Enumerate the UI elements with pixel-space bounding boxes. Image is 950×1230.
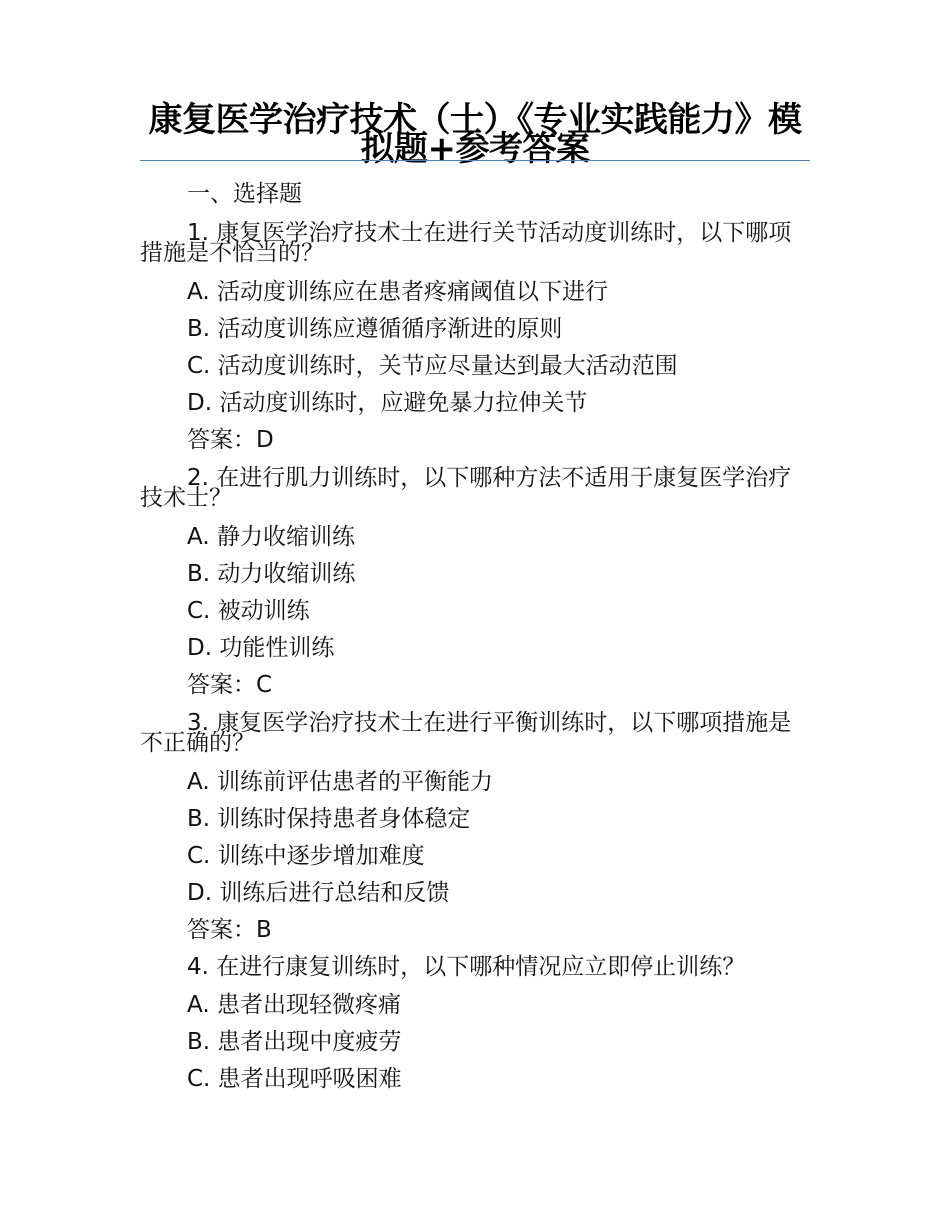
option-d: D. 训练后进行总结和反馈 [187, 880, 450, 906]
section-heading: 一、选择题 [187, 181, 302, 207]
title-underline [140, 160, 810, 161]
option-a: A. 训练前评估患者的平衡能力 [187, 769, 493, 795]
option-c: C. 患者出现呼吸困难 [187, 1066, 402, 1092]
document-title: 康复医学治疗技术（士）《专业实践能力》模拟题+参考答案 [148, 100, 802, 169]
option-b: B. 活动度训练应遵循循序渐进的原则 [187, 316, 563, 342]
option-c: C. 被动训练 [187, 598, 310, 624]
question-stem: 2. 在进行肌力训练时，以下哪种方法不适用于康复医学治疗技术士？ [140, 465, 792, 511]
answer: 答案：D [187, 427, 274, 453]
answer: 答案：C [187, 672, 273, 698]
question-stem: 4. 在进行康复训练时，以下哪种情况应立即停止训练？ [187, 954, 746, 980]
option-c: C. 训练中逐步增加难度 [187, 843, 425, 869]
question-stem: 3. 康复医学治疗技术士在进行平衡训练时，以下哪项措施是不正确的？ [140, 710, 792, 756]
question-stem: 1. 康复医学治疗技术士在进行关节活动度训练时，以下哪项措施是不恰当的？ [140, 220, 792, 266]
answer: 答案：B [187, 917, 272, 943]
option-b: B. 动力收缩训练 [187, 561, 356, 587]
option-a: A. 静力收缩训练 [187, 524, 355, 550]
option-b: B. 训练时保持患者身体稳定 [187, 806, 471, 832]
option-c: C. 活动度训练时，关节应尽量达到最大活动范围 [187, 353, 678, 379]
option-a: A. 活动度训练应在患者疼痛阈值以下进行 [187, 279, 608, 305]
option-a: A. 患者出现轻微疼痛 [187, 992, 401, 1018]
option-b: B. 患者出现中度疲劳 [187, 1029, 402, 1055]
option-d: D. 功能性训练 [187, 635, 335, 661]
option-d: D. 活动度训练时，应避免暴力拉伸关节 [187, 390, 588, 416]
